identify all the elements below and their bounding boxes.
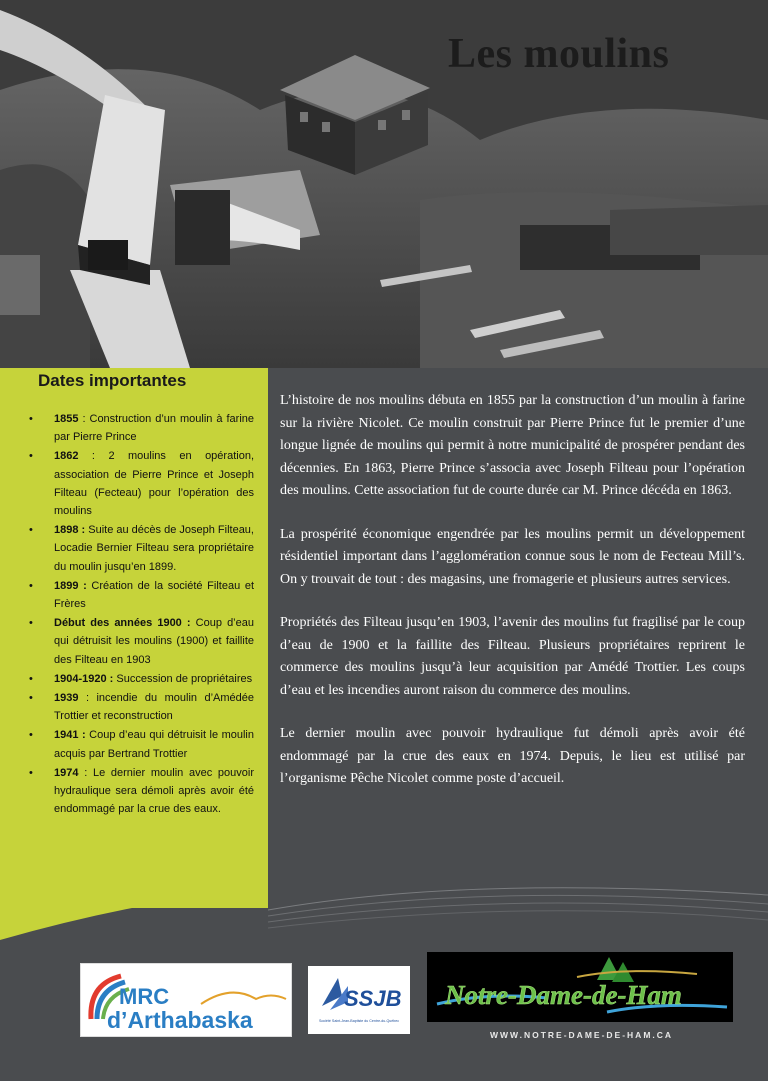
bullet-icon: • — [29, 524, 33, 537]
date-label: 1939 — [54, 692, 79, 705]
date-item — [28, 726, 254, 762]
decorative-lines — [268, 870, 768, 950]
date-item — [28, 521, 254, 576]
ndh-logo-text: Notre-Dame-de-Ham — [445, 980, 682, 1010]
paragraph: La prospérité économique engendrée par les moulins permit un développement résidentiel important dans l’agglomération connue sous le nom de Fecteau Mill’s. On y trouvait de tout : des magasins, une fromagerie et plusieurs autres services. — [280, 526, 745, 587]
date-item — [28, 614, 254, 669]
date-item — [28, 670, 254, 688]
ssjb-logo — [308, 966, 410, 1034]
ssjb-logo-caption: Société Saint-Jean-Baptiste du Centre-du-Québec — [318, 1019, 400, 1023]
paragraph: Le dernier moulin avec pouvoir hydraulique fut démoli après avoir été endommagé par la crue des eaux en 1974. Depuis, le lieu est utilisé par l’organisme Pêche Nicolet comme poste d’accueil. — [280, 726, 745, 786]
bullet-icon: • — [29, 450, 33, 463]
website-url[interactable]: WWW.NOTRE-DAME-DE-HAM.CA — [490, 1030, 674, 1040]
date-text: incendie du moulin d’Amédée Trottier et reconstruction — [54, 692, 254, 723]
date-text: Coup d’eau qui détruisit les moulins (1900) et faillite des Filteau en 1903 — [54, 617, 254, 666]
paragraph: Propriétés des Filteau jusqu’en 1903, l’avenir des moulins fut fragilisé par le coup d’eau de 1900 et la faillite des Filteau. Plusieurs propriétaires reprirent le commerce des moulins jusqu’à leur acquisition par Amédé Trottier. Les coups d’eau et les incendies auront raison du commerce des moulins. — [280, 615, 745, 698]
bullet-icon: • — [29, 766, 33, 779]
date-label: 1899 : — [54, 579, 87, 592]
date-label: 1862 — [54, 450, 79, 463]
date-label: 1974 — [54, 766, 79, 779]
bullet-icon: • — [29, 692, 33, 705]
bullet-icon: • — [29, 617, 33, 630]
mrc-arthabaska-logo — [80, 963, 292, 1037]
date-text: Le dernier moulin avec pouvoir hydraulique sera démoli après avoir été endommagé par la crue des eaux. — [54, 766, 255, 816]
date-label: Début des années 1900 : — [54, 617, 191, 630]
date-label: 1941 : — [54, 729, 86, 742]
date-text: Coup d’eau qui détruisit le moulin acquis par Bertrand Trottier — [54, 729, 254, 760]
mrc-logo-line2: d’Arthabaska — [107, 1007, 253, 1033]
bullet-icon: • — [29, 413, 33, 425]
date-text: Création de la société Filteau et Frères — [54, 579, 254, 611]
body-text — [280, 390, 745, 812]
bullet-icon: • — [29, 672, 33, 685]
date-label: 1904-1920 : — [54, 672, 114, 685]
dates-list — [28, 410, 254, 819]
date-text: Suite au décès de Joseph Filteau, Locadie Bernier Filteau sera propriétaire du moulin jusqu’en 1899. — [54, 524, 254, 573]
date-label: 1855 — [54, 413, 79, 425]
date-label: 1898 : — [54, 524, 86, 537]
notre-dame-de-ham-logo — [427, 952, 733, 1022]
dates-heading: Dates importantes — [38, 371, 187, 390]
date-item: • 1855 : Construction d’un moulin à farine par Pierre Prince — [28, 410, 254, 446]
bullet-icon: • — [29, 729, 33, 742]
date-text: Succession de propriétaires — [116, 672, 253, 685]
bullet-icon: • — [29, 579, 33, 592]
date-item: • 1974 : Le dernier moulin avec pouvoir hydraulique sera démoli après avoir été endommagé par la crue des eaux. — [28, 764, 254, 819]
date-item — [28, 577, 254, 613]
ssjb-logo-text: SSJB — [344, 986, 402, 1011]
date-text: 2 moulins en opération, association de Pierre Prince et Joseph Filteau (Fecteau) pour l’opération des moulins — [54, 450, 254, 518]
page-title: Les moulins — [448, 31, 670, 77]
paragraph: L’histoire de nos moulins débuta en 1855 par la construction d’un moulin à farine sur la rivière Nicolet. Ce moulin construit par Pierre Prince fut le premier d’une longue lignée de moulins qui permit à notre municipalité de prospérer pendant des décennies. En 1863, Pierre Prince s’associa avec Joseph Filteau pour l’opération des moulins. Cette association fut de courte durée car M. Prince décéda en 1863. — [280, 393, 745, 498]
date-item: • 1939 : incendie du moulin d’Amédée Trottier et reconstruction — [28, 689, 254, 725]
mrc-logo-line1: MRC — [119, 984, 170, 1009]
date-text: Construction d’un moulin à farine par Pierre Prince — [54, 413, 254, 444]
date-item: • 1862 : 2 moulins en opération, association de Pierre Prince et Joseph Filteau (Fecteau) pour l’opération des moulins — [28, 447, 254, 520]
